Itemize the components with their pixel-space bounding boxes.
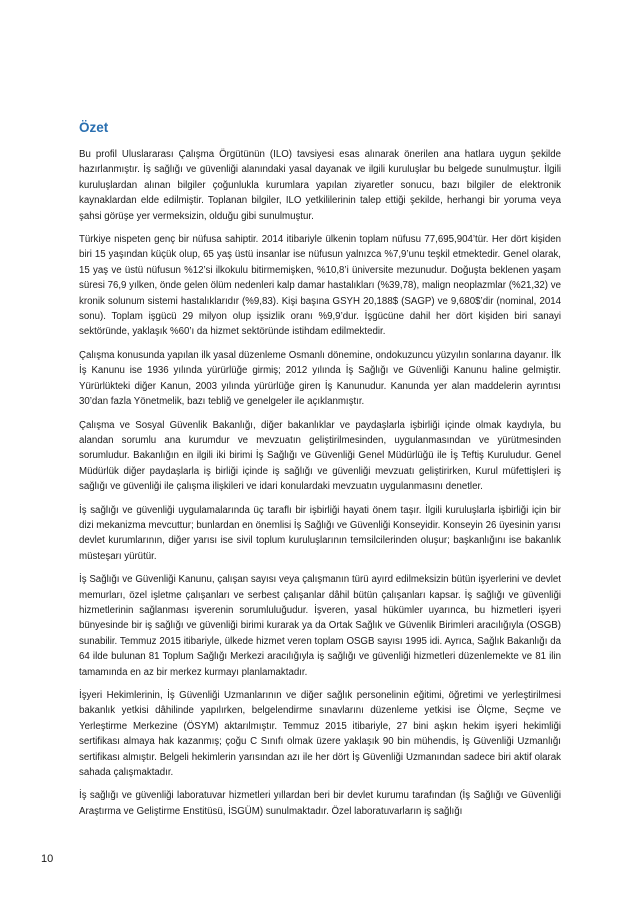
- section-heading: Özet: [79, 120, 109, 135]
- paragraph-legislation: Çalışma konusunda yapılan ilk yasal düzenleme Osmanlı dönemine, ondokuzuncu yüzyılın sonlarına dayanır. İlk İş Kanunu ise 1936 yılında yürürlüğe girmiş; 2012 yılında İş Sağlığı ve Güvenliği Kanunu haline gelmiştir. Yürürlükteki diğer Kanun, 2003 yılında yürürlüğe giren İş Kanunudur. Kanunda yer alan maddelerin ayrıntısı 30’dan fazla Yönetmelik, bazı tebliğ ve genelgeler ile açıklanmıştır.: [79, 349, 561, 408]
- paragraph-training: İşyeri Hekimlerinin, İş Güvenliği Uzmanlarının ve diğer sağlık personelinin eğitimi, öğretimi ve yerleştirilmesi bakanlık yetkisi dâhilinde yapılırken, belgelendirme sınavlarını düzenleme yetkisi ise Ölçme, Seçme ve Yerleştirme Merkezine (ÖSYM) aktarılmıştır. Temmuz 2015 itibariyle, 27 bini aşkın hekim işyeri hekimliği sertifikası almaya hak kazanmış; çoğu C Sınıfı olmak üzere yaklaşık 90 bin mühendis, İş Güvenliği Uzmanlığı sertifikası almıştır. Belgeli hekimlerin yarısından azı ile her dört İş Güvenliği Uzmanından sadece biri aktif olarak sahada çalışmaktadır.: [79, 690, 561, 779]
- paragraph-ministry: Çalışma ve Sosyal Güvenlik Bakanlığı, diğer bakanlıklar ve paydaşlarla işbirliği içinde olmak kaydıyla, bu alandan sorumlu ana kurumdur ve mevzuatın geliştirilmesinden, uygulanmasından ve yürütmesinden sorumludur. Bakanlığın en ilgili iki birimi İş Sağlığı ve Güvenliği Genel Müdürlüğü ile İş Teftiş Kuruludur. Genel Müdürlük diğer paydaşlarla iş birliği içinde iş sağlığı ve güvenliği mevzuatı geliştirirken, Kurul müfettişleri iş sağlığı ve güvenliği ile çalışma ilişkileri ve idari konulardaki mevzuatın uygulanmasını denetler.: [79, 419, 561, 493]
- paragraph-laboratories: İş sağlığı ve güvenliği laboratuvar hizmetleri yıllardan beri bir devlet kurumu tarafından (İş Sağlığı ve Güvenliği Araştırma ve Geliştirme Enstitüsü, İSGÜM) sunulmaktadır. Özel laboratuvarların iş sağlığı: [79, 790, 561, 817]
- paragraph-demographics: Türkiye nispeten genç bir nüfusa sahiptir. 2014 itibariyle ülkenin toplam nüfusu 77,695,904’tür. Her dört kişiden biri 15 yaşından küçük olup, 65 yaş üstü insanlar ise nüfusun yalnızca %7,9’unu teşkil etmektedir. Genel olarak, 15 yaş ve üstü nüfusun %12’si ilkokulu bitirmemişken, %10,8’i üniversite mezunudur. Doğuşta beklenen yaşam süresi 76,9 yılken, önde gelen ölüm nedenleri kalp damar hastalıkları (%39,78), malign neoplazmlar (%21,32) ve kronik solunum sistemi hastalıklarıdır (%9,83). Kişi başına GSYH 20,188$ (SAGP) ve 9,680$’dir (nominal, 2014 sonu). Toplam işgücü 29 milyon olup işsizlik oranı %9,9’dur. İşgücüne dahil her dört kişiden biri sanayi sektöründe, yaklaşık %60’ı da hizmet sektöründe istihdam edilmektedir.: [79, 234, 561, 338]
- paragraph-osh-law: İş Sağlığı ve Güvenliği Kanunu, çalışan sayısı veya çalışmanın türü ayırd edilmeksizin bütün işyerlerini ve devlet memurları, özel işletme çalışanları ve serbest çalışanlar dâhil bütün çalışanları kapsar. İş sağlığı ve güvenliği hizmetlerinin sağlanması işverenin sorumluluğudur. İşveren, yasal hükümler uyarınca, bu hizmetleri işyeri bünyesinde bir iş sağlığı ve güvenliği birimi kurarak ya da Ortak Sağlık ve Güvenlik Birimleri aracılığıyla (OSGB) sunabilir. Temmuz 2015 itibariyle, ülkede hizmet veren toplam OSGB sayısı 1995 idi. Ayrıca, Sağlık Bakanlığı da 64 ilde bulunan 81 Toplum Sağlığı Merkezi aracılığıyla iş sağlığı ve güvenliği hizmetleri düzenlemekte ve 81 ilin tamamında en az bir merkez kurmayı planlamaktadır.: [79, 574, 561, 678]
- page-number: 10: [41, 853, 54, 865]
- document-body: [79, 119, 561, 827]
- paragraph-tripartite: İş sağlığı ve güvenliği uygulamalarında üç taraflı bir işbirliği hayati önem taşır. İlgili kuruluşlarla işbirliği için bir dizi mekanizma mevcuttur; bunlardan en önemlisi İş Sağlığı ve Güvenliği Konseyidir. Konseyin 26 üyesinin yarısı devlet kurumlarının, diğer yarısı ise sivil toplum kuruluşlarının temsilcilerinden oluşur; başkanlığını ise bakanlık müsteşarı yürütür.: [79, 504, 561, 562]
- paragraph-intro: Bu profil Uluslararası Çalışma Örgütünün (ILO) tavsiyesi esas alınarak önerilen ana hatlara uygun şekilde hazırlanmıştır. İş sağlığı ve güvenliği alanındaki yasal dayanak ve ilgili kuruluşlar bu belgede sunulmuştur. İlgili kuruluşlardan alınan bilgiler çoğunlukla kurumlara yapılan ziyaretler sonucu, bazı bilgiler de elektronik kaynaklardan elde edilmiştir. Toplanan bilgiler, ILO yetkililerinin talep ettiği şekilde, herhangi bir yoruma veya şahsi görüşe yer vermeksizin, olduğu gibi sunulmuştur.: [79, 149, 561, 222]
